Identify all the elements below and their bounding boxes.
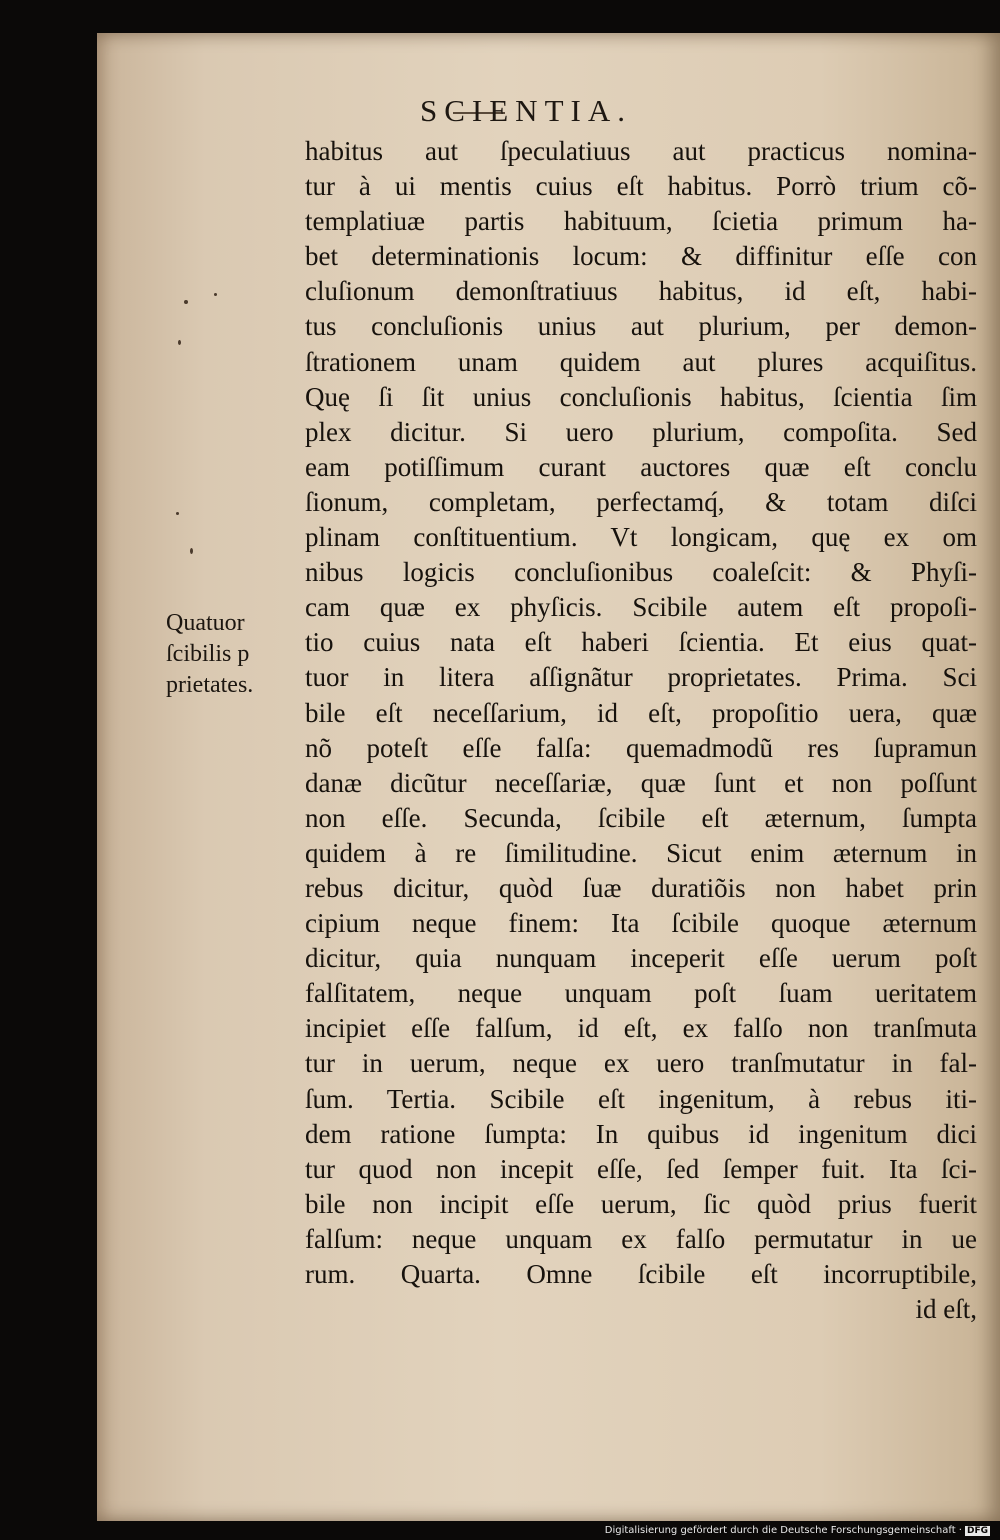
text-line: bet determinationis locum: & diffinitur eſſe con	[305, 241, 977, 272]
text-line: plinam conſtituentium. Vt longicam, quę ex om	[305, 522, 977, 553]
text-line: cam quæ ex phyſicis. Scibile autem eſt propoſi-	[305, 592, 977, 623]
text-line: Quę ſi ſit unius concluſionis habitus, ſcientia ſim	[305, 381, 977, 412]
text-line: bile eſt neceſſarium, id eſt, propoſitio uera, quæ	[305, 697, 977, 728]
text-line: falſitatem, neque unquam poſt ſuam ueritatem	[305, 978, 977, 1009]
text-line: dem ratione ſumpta: In quibus id ingenitum dici	[305, 1118, 977, 1149]
credit-text: Digitalisierung gefördert durch die Deutsche Forschungsgemeinschaft ·	[604, 1525, 962, 1536]
ink-speck	[176, 512, 179, 515]
text-line: non eſſe. Secunda, ſcibile eſt æternum, ſumpta	[305, 802, 977, 833]
text-line: id eſt,	[915, 1294, 977, 1325]
text-line: tur à ui mentis cuius eſt habitus. Porrò trium cõ-	[305, 171, 977, 202]
text-line: tur in uerum, neque ex uero tranſmutatur in fal-	[305, 1048, 977, 1079]
text-line: nõ poteſt eſſe falſa: quemadmodũ res ſupramun	[305, 732, 977, 763]
text-line: nibus logicis concluſionibus coaleſcit: & Phyſi-	[305, 557, 977, 588]
text-line: ſum. Tertia. Scibile eſt ingenitum, à rebus iti-	[305, 1083, 977, 1114]
text-line: cluſionum demonſtratiuus habitus, id eſt, habi-	[305, 276, 977, 307]
text-line: quidem à re ſimilitudine. Sicut enim æternum in	[305, 837, 977, 868]
text-line: danæ dicũtur neceſſariæ, quæ ſunt et non poſſunt	[305, 767, 977, 798]
body-text	[305, 134, 977, 1327]
text-line: bile non incipit eſſe uerum, ſic quòd prius fuerit	[305, 1188, 977, 1219]
marginal-note-line: prietates.	[166, 672, 254, 698]
marginal-note-line: ſcibilis p	[166, 641, 250, 667]
ink-speck	[214, 293, 217, 296]
text-line: rebus dicitur, quòd ſuæ duratiõis non habet prin	[305, 872, 977, 903]
running-head: SCIENTIA.	[420, 93, 632, 128]
ink-speck	[190, 548, 193, 554]
text-line: falſum: neque unquam ex falſo permutatur in ue	[305, 1223, 977, 1254]
ink-speck	[184, 300, 188, 304]
text-line: eam potiſſimum curant auctores quæ eſt conclu	[305, 451, 977, 482]
ink-speck	[178, 340, 181, 345]
text-line: habitus aut ſpeculatiuus aut practicus nomina-	[305, 136, 977, 166]
text-line: plex dicitur. Si uero plurium, compoſita. Sed	[305, 416, 977, 447]
marginal-note	[166, 608, 301, 701]
text-line: templatiuæ partis habituum, ſcietia primum ha-	[305, 206, 977, 237]
marginal-note-line: Quatuor	[166, 610, 245, 636]
text-line: dicitur, quia nunquam inceperit eſſe uerum poſt	[305, 943, 977, 974]
text-line: tio cuius nata eſt haberi ſcientia. Et eius quat-	[305, 627, 977, 658]
text-line: incipiet eſſe falſum, id eſt, ex falſo non tranſmuta	[305, 1013, 977, 1044]
text-line: tuor in litera aſſignãtur proprietates. Prima. Sci	[305, 662, 977, 693]
text-line: rum. Quarta. Omne ſcibile eſt incorruptibile,	[305, 1259, 977, 1289]
text-line: cipium neque finem: Ita ſcibile quoque æternum	[305, 908, 977, 939]
digitization-credit	[605, 1525, 990, 1536]
text-line: tur quod non incepit eſſe, ſed ſemper fuit. Ita ſci-	[305, 1153, 977, 1184]
text-line: tus concluſionis unius aut plurium, per demon-	[305, 311, 977, 342]
dfg-logo: DFG	[966, 1526, 988, 1536]
text-line: ſtrationem unam quidem aut plures acquiſitus.	[305, 346, 977, 377]
text-line: ſionum, completam, perfectamq́, & totam diſci	[305, 486, 977, 517]
